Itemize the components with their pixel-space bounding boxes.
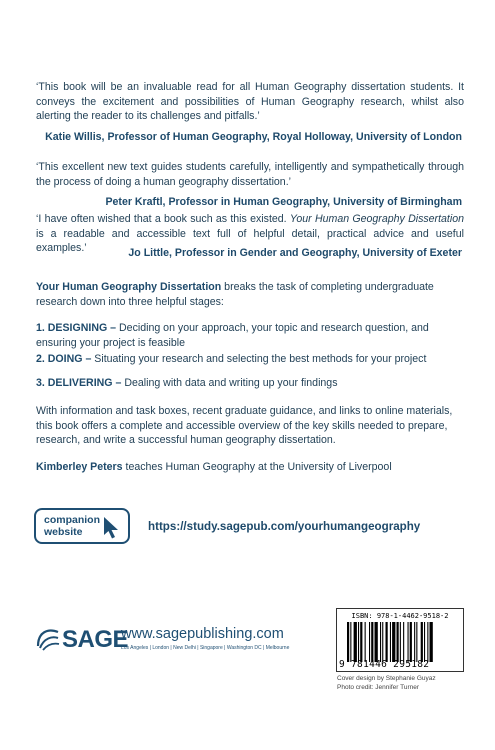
barcode-bar xyxy=(347,622,349,662)
quote-3-book-title: Your Human Geography Dissertation xyxy=(289,213,464,225)
isbn-barcode xyxy=(336,608,464,672)
publisher-url[interactable]: www.sagepublishing.com xyxy=(121,626,284,642)
quote-3-text-after: is a readable and accessible text full of helpful detail, practical advice and useful examples.’ xyxy=(36,227,464,255)
barcode-bar xyxy=(430,622,433,662)
quote-3-text-before: ‘I have often wished that a book such as this existed. xyxy=(36,213,290,225)
stage-text: Deciding on your approach, your topic and research question, and ensuring your project is feasible xyxy=(36,322,429,349)
barcode-bar xyxy=(354,622,357,662)
stage-label: 2. DOING – xyxy=(36,353,92,365)
quote-1 xyxy=(36,80,464,124)
barcode-bar xyxy=(360,622,362,662)
stage-doing xyxy=(36,352,464,367)
barcode-bar xyxy=(410,622,412,662)
stage-text: Situating your research and selecting the best methods for your project xyxy=(91,353,427,365)
barcode-bar xyxy=(382,622,383,662)
cursor-arrow-icon xyxy=(102,516,122,540)
summary-paragraph: With information and task boxes, recent graduate guidance, and links to online materials, this book offers a complete and accessible overview of the key skills needed to prepare, research, and write a successful human geography dissertation. xyxy=(36,405,453,447)
barcode-bar xyxy=(386,622,388,662)
barcode-bar xyxy=(397,622,399,662)
quote-3-attribution: Jo Little, Professor in Gender and Geography, University of Exeter xyxy=(128,247,462,259)
barcode-bar xyxy=(403,622,404,662)
author-text: teaches Human Geography at the University of Liverpool xyxy=(122,461,392,473)
isbn-text: ISBN: 978-1-4462-9518-2 xyxy=(351,612,449,620)
barcode-bar xyxy=(427,622,428,662)
barcode-bar xyxy=(365,622,366,662)
quote-2-attribution: Peter Kraftl, Professor in Human Geography, University of Birmingham xyxy=(105,196,462,208)
barcode-bars xyxy=(347,622,461,662)
barcode-bar xyxy=(390,622,391,662)
barcode-digits: 9 781446 295182 xyxy=(339,659,430,670)
quote-1-attribution: Katie Willis, Professor of Human Geography, Royal Holloway, University of London xyxy=(45,131,462,143)
quote-1-text: ‘This book will be an invaluable read for all Human Geography dissertation students. It conveys the excitement and possibilities of Human Geography research, whilst also alerting the reader to its challenges and pitfalls.’ xyxy=(36,81,464,123)
cover-design-credit: Cover design by Stephanie Guyaz xyxy=(337,675,436,682)
photo-credit: Photo credit: Jennifer Turner xyxy=(337,684,420,691)
sage-wordmark: SAGE xyxy=(62,626,129,653)
companion-url-link[interactable]: https://study.sagepub.com/yourhumangeography xyxy=(148,520,421,533)
author-line xyxy=(36,460,464,475)
barcode-bar xyxy=(421,622,423,662)
barcode-bar xyxy=(414,622,415,662)
companion-website-badge[interactable] xyxy=(34,508,130,544)
barcode-bar xyxy=(408,622,409,662)
barcode-bar xyxy=(375,622,378,662)
barcode-bar xyxy=(416,622,417,662)
intro-paragraph xyxy=(36,280,464,309)
barcode-bar xyxy=(358,622,359,662)
stage-delivering xyxy=(36,376,464,391)
author-name: Kimberley Peters xyxy=(36,461,123,473)
publisher-cities: Los Angeles | London | New Delhi | Singapore | Washington DC | Melbourne xyxy=(121,645,290,651)
stage-label: 3. DELIVERING – xyxy=(36,377,122,389)
companion-line-2: website xyxy=(44,526,83,538)
sage-logo-icon xyxy=(34,626,62,652)
barcode-bar xyxy=(380,622,381,662)
barcode-bar xyxy=(392,622,395,662)
barcode-bar xyxy=(350,622,351,662)
quote-2 xyxy=(36,160,464,189)
intro-book-title: Your Human Geography Dissertation xyxy=(36,281,222,293)
barcode-bar xyxy=(400,622,401,662)
quote-2-text: ‘This excellent new text guides students carefully, intelligently and sympathetically through the process of doing a human geography dissertation.’ xyxy=(36,161,464,188)
companion-line-1: companion xyxy=(44,514,101,526)
barcode-bar xyxy=(369,622,370,662)
barcode-bar xyxy=(424,622,425,662)
barcode-bar xyxy=(371,622,373,662)
stage-designing xyxy=(36,321,464,350)
intro-text: breaks the task of completing undergraduate research down into three helpful stages: xyxy=(36,281,434,308)
stage-label: 1. DESIGNING – xyxy=(36,322,117,334)
stage-text: Dealing with data and writing up your findings xyxy=(121,377,338,389)
